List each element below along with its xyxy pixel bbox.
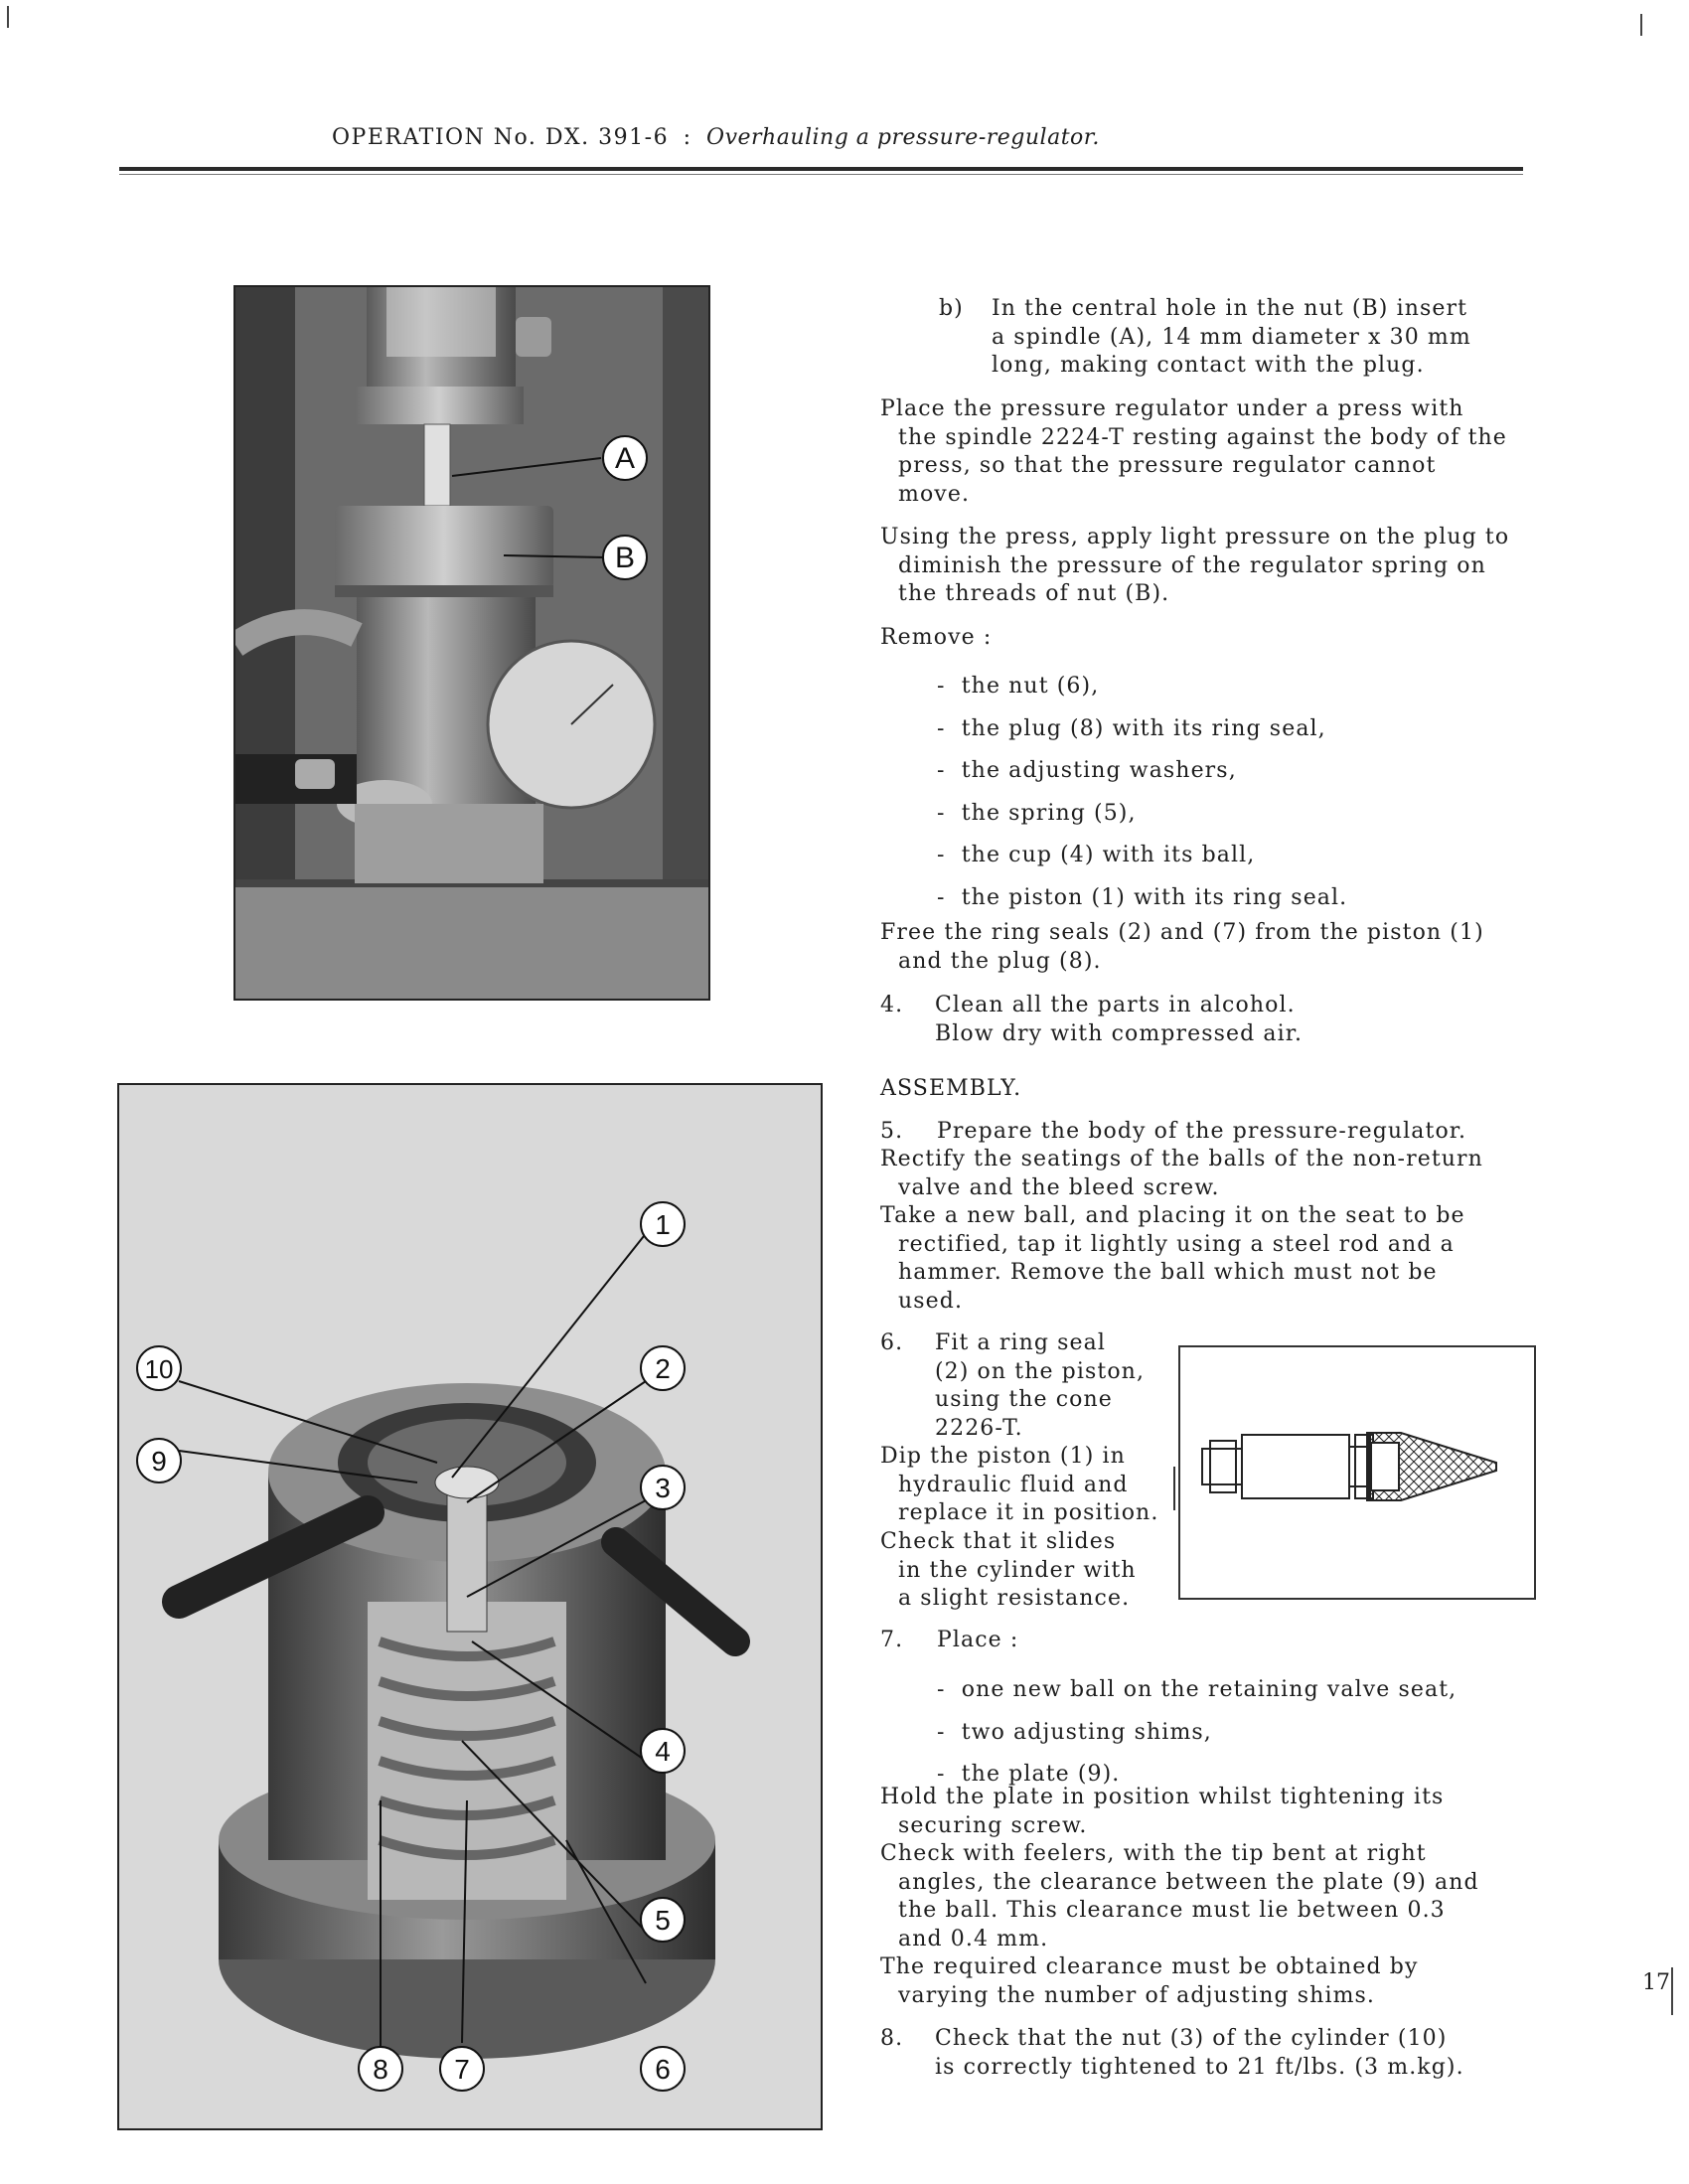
- step-7-number: 7.: [880, 1628, 904, 1652]
- text-line: long, making contact with the plug.: [992, 353, 1425, 378]
- figure-bracket-mark: [1173, 1467, 1175, 1510]
- step-6-text: [935, 1329, 1145, 1443]
- callout-1: 1: [655, 1209, 671, 1240]
- text-line: 2226-T.: [935, 1415, 1023, 1441]
- text-line: valve and the bleed screw.: [898, 1174, 1220, 1200]
- step-5-text: Prepare the body of the pressure-regulator.: [937, 1119, 1467, 1144]
- step-6-number: 6.: [880, 1330, 904, 1355]
- callout-9: 9: [151, 1446, 167, 1477]
- list-item: - two adjusting shims,: [937, 1719, 1212, 1745]
- text-line: and 0.4 mm.: [898, 1926, 1049, 1951]
- text-line: diminish the pressure of the regulator spring on: [898, 552, 1486, 578]
- paragraph-hold-plate: [880, 1784, 1444, 1840]
- paragraph-using-press: [880, 524, 1509, 609]
- scan-mark: [7, 6, 9, 28]
- list-item: - the spring (5),: [937, 800, 1137, 826]
- cutaway-photo: [117, 1083, 823, 2130]
- text-line: in the cylinder with: [898, 1557, 1137, 1583]
- paragraph-rectify: [880, 1146, 1483, 1202]
- remove-heading: Remove :: [880, 625, 993, 650]
- callout-10: 10: [144, 1354, 174, 1384]
- text-line: Free the ring seals (2) and (7) from the piston (1): [880, 920, 1484, 945]
- callout-b: B: [614, 542, 636, 574]
- text-line: securing screw.: [898, 1812, 1088, 1838]
- text-line: the threads of nut (B).: [898, 581, 1170, 606]
- header-rule-thin: [119, 174, 1523, 175]
- text-line: replace it in position.: [898, 1500, 1159, 1525]
- cutaway-illustration: [119, 1085, 821, 2128]
- paragraph-required-clearance: [880, 1953, 1418, 2010]
- step-8-number: 8.: [880, 2026, 904, 2051]
- text-line: the ball. This clearance must lie between 0.3: [898, 1898, 1446, 1923]
- header-separator: :: [683, 125, 692, 150]
- callout-a: A: [614, 442, 636, 475]
- press-setup-photo: [233, 285, 710, 1001]
- remove-list: [937, 666, 1347, 919]
- text-line: press, so that the pressure regulator cannot: [898, 453, 1437, 478]
- text-line: Clean all the parts in alcohol.: [935, 993, 1296, 1017]
- text-line: a slight resistance.: [898, 1586, 1131, 1611]
- text-line: Rectify the seatings of the balls of the non-return: [880, 1147, 1483, 1171]
- callout-5: 5: [655, 1905, 671, 1936]
- paragraph-new-ball: [880, 1202, 1465, 1316]
- text-line: Check that it slides: [880, 1529, 1117, 1554]
- press-setup-illustration: [235, 287, 708, 999]
- callout-7: 7: [454, 2054, 470, 2085]
- step-4-number: 4.: [880, 993, 904, 1017]
- text-line: move.: [898, 481, 971, 507]
- list-item: - the plug (8) with its ring seal,: [937, 715, 1326, 741]
- page-number: 17: [1642, 1970, 1670, 1995]
- callout-4: 4: [655, 1736, 671, 1767]
- step-4-text: [935, 992, 1303, 1048]
- scan-mark: [1671, 1967, 1673, 2015]
- paragraph-free-seals: [880, 919, 1484, 976]
- callout-2: 2: [655, 1353, 671, 1384]
- text-line: the spindle 2224-T resting against the body of the: [898, 424, 1507, 450]
- paragraph-check-slides: [880, 1528, 1137, 1614]
- header-rule: [119, 167, 1523, 171]
- text-line: a spindle (A), 14 mm diameter x 30 mm: [992, 324, 1471, 350]
- step-b-text: [992, 295, 1471, 381]
- cone-tool-drawing: [1180, 1347, 1534, 1598]
- list-item: - the plate (9).: [937, 1762, 1121, 1787]
- assembly-heading: ASSEMBLY.: [880, 1076, 1022, 1101]
- step-8-text: [935, 2025, 1464, 2082]
- paragraph-dip-piston: [880, 1443, 1158, 1528]
- paragraph-place-under-press: [880, 395, 1507, 509]
- text-line: hydraulic fluid and: [898, 1472, 1129, 1497]
- callout-6: 6: [655, 2054, 671, 2085]
- text-line: angles, the clearance between the plate (9) and: [898, 1869, 1479, 1895]
- list-item: - the cup (4) with its ball,: [937, 843, 1256, 867]
- list-item: - one new ball on the retaining valve seat,: [937, 1677, 1458, 1702]
- step-b-label: b): [939, 296, 964, 321]
- text-line: Place the pressure regulator under a press with: [880, 396, 1464, 421]
- text-line: varying the number of adjusting shims.: [898, 1982, 1376, 2008]
- text-line: In the central hole in the nut (B) insert: [992, 296, 1468, 321]
- operation-title: Overhauling a pressure-regulator.: [706, 125, 1100, 150]
- scan-mark: [1640, 14, 1642, 36]
- text-line: used.: [898, 1288, 964, 1314]
- callout-8: 8: [373, 2054, 388, 2085]
- text-line: Fit a ring seal: [935, 1330, 1107, 1355]
- text-line: Hold the plate in position whilst tightening its: [880, 1785, 1445, 1809]
- text-line: is correctly tightened to 21 ft/lbs. (3 m.kg).: [935, 2054, 1464, 2080]
- text-line: Take a new ball, and placing it on the seat to be: [880, 1203, 1465, 1228]
- list-item: - the piston (1) with its ring seal.: [937, 884, 1348, 910]
- page-header: [332, 125, 1100, 150]
- text-line: rectified, tap it lightly using a steel rod and a: [898, 1231, 1455, 1257]
- cone-tool-figure: [1178, 1345, 1536, 1600]
- text-line: hammer. Remove the ball which must not be: [898, 1260, 1438, 1285]
- step-5-number: 5.: [880, 1119, 904, 1144]
- callout-3: 3: [655, 1473, 671, 1503]
- text-line: Dip the piston (1) in: [880, 1444, 1126, 1469]
- text-line: Check with feelers, with the tip bent at right: [880, 1841, 1427, 1866]
- text-line: Blow dry with compressed air.: [935, 1020, 1304, 1046]
- text-line: Using the press, apply light pressure on the plug to: [880, 525, 1510, 549]
- text-line: and the plug (8).: [898, 948, 1102, 974]
- text-line: using the cone: [935, 1387, 1113, 1412]
- paragraph-check-clearance: [880, 1840, 1479, 1953]
- list-item: - the adjusting washers,: [937, 758, 1237, 783]
- list-item: - the nut (6),: [937, 674, 1100, 699]
- text-line: (2) on the piston,: [935, 1358, 1146, 1384]
- place-list: [937, 1669, 1457, 1796]
- text-line: The required clearance must be obtained by: [880, 1954, 1419, 1979]
- operation-number: OPERATION No. DX. 391-6: [332, 125, 670, 150]
- text-line: Check that the nut (3) of the cylinder (10): [935, 2026, 1448, 2051]
- step-7-label: Place :: [937, 1628, 1019, 1652]
